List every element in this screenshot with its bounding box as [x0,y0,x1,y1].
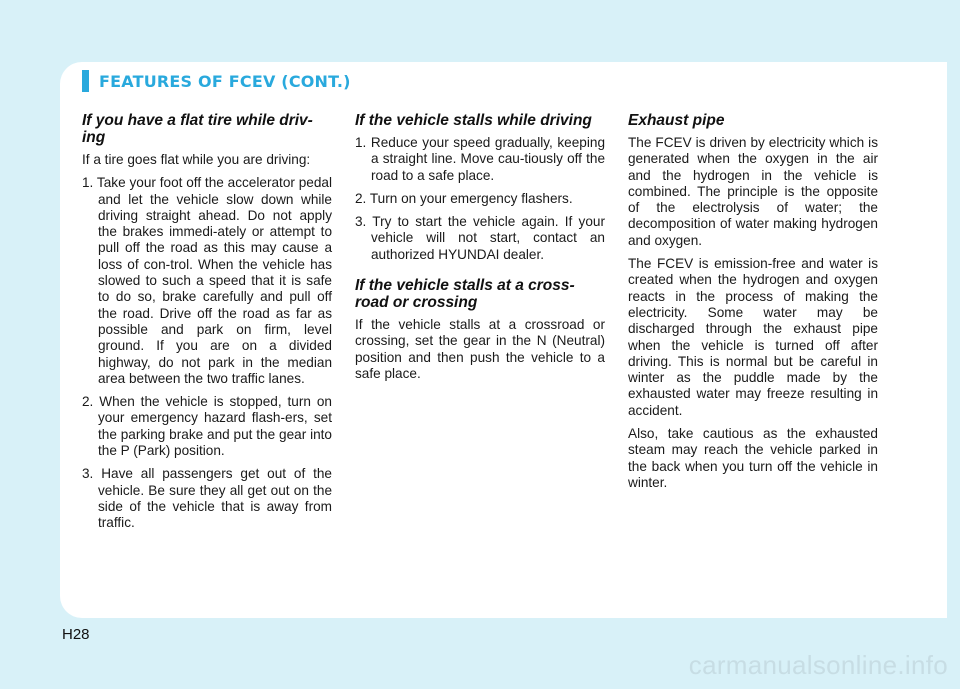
page-number: H28 [62,626,90,643]
exhaust-paragraph: The FCEV is driven by electricity which is generated when the oxygen in the air and the hydrogen in the vehicle is combined. The principle is the opposite of the electrolysis of water; the decomposition of water making hydrogen and oxygen. [628,135,878,248]
exhaust-paragraph: The FCEV is emission-free and water is created when the hydrogen and oxygen reacts in the process of making the electricity. Some water may be discharged through the exhaust pipe when the vehicle is turned off after driving. This is normal but be careful in winter as the puddle made by the exhausted water may freeze resulting in accident. [628,256,878,418]
heading-flat-tire: If you have a flat tire while driv-ing [82,112,313,146]
section-header [82,70,351,92]
list-item: 3. Have all passengers get out of the vehicle. Be sure they all get out on the side of the vehicle that is away from traffic. [82,466,332,531]
header-accent-bar [82,70,89,92]
list-item: 2. When the vehicle is stopped, turn on your emergency hazard flash-ers, set the parking brake and put the gear into the P (Park) position. [82,394,332,459]
section-title: FEATURES OF FCEV (CONT.) [99,71,351,91]
flat-tire-steps [82,175,332,531]
stall-steps [355,135,605,263]
column-flat-tire [82,112,332,539]
heading-exhaust-pipe: Exhaust pipe [628,112,725,129]
list-item: 2. Turn on your emergency flashers. [355,190,573,206]
exhaust-paragraph: Also, take cautious as the exhausted steam may reach the vehicle parked in the back when you turn off the vehicle in winter. [628,426,878,490]
heading-stalls-while-driving: If the vehicle stalls while driving [355,112,592,129]
column-vehicle-stalls [355,112,605,389]
watermark: carmanualsonline.info [688,650,948,680]
list-item: 1. Reduce your speed gradually, keeping a straight line. Move cau-tiously off the road to a safe place. [355,135,605,183]
heading-stalls-crossroad: If the vehicle stalls at a cross-road or crossing [355,277,575,312]
column-exhaust-pipe [628,112,878,498]
list-item: 3. Try to start the vehicle again. If your vehicle will not start, contact an authorized HYUNDAI dealer. [355,214,605,262]
crossroad-paragraph: If the vehicle stalls at a crossroad or crossing, set the gear in the N (Neutral) position and then push the vehicle to a safe place. [355,317,605,381]
list-item: 1. Take your foot off the accelerator pedal and let the vehicle slow down while driving straight ahead. Do not apply the brakes immedi-ately or attempt to pull off the road as this may cause a loss of con-trol. When the vehicle has slowed to such a speed that it is safe to do so, brake carefully and pull off the road. Drive off the road as far as possible and park on firm, level ground. If you are on a divided highway, do not park in the median area between the two traffic lanes. [82,175,332,386]
flat-tire-intro: If a tire goes flat while you are driving: [82,152,311,167]
